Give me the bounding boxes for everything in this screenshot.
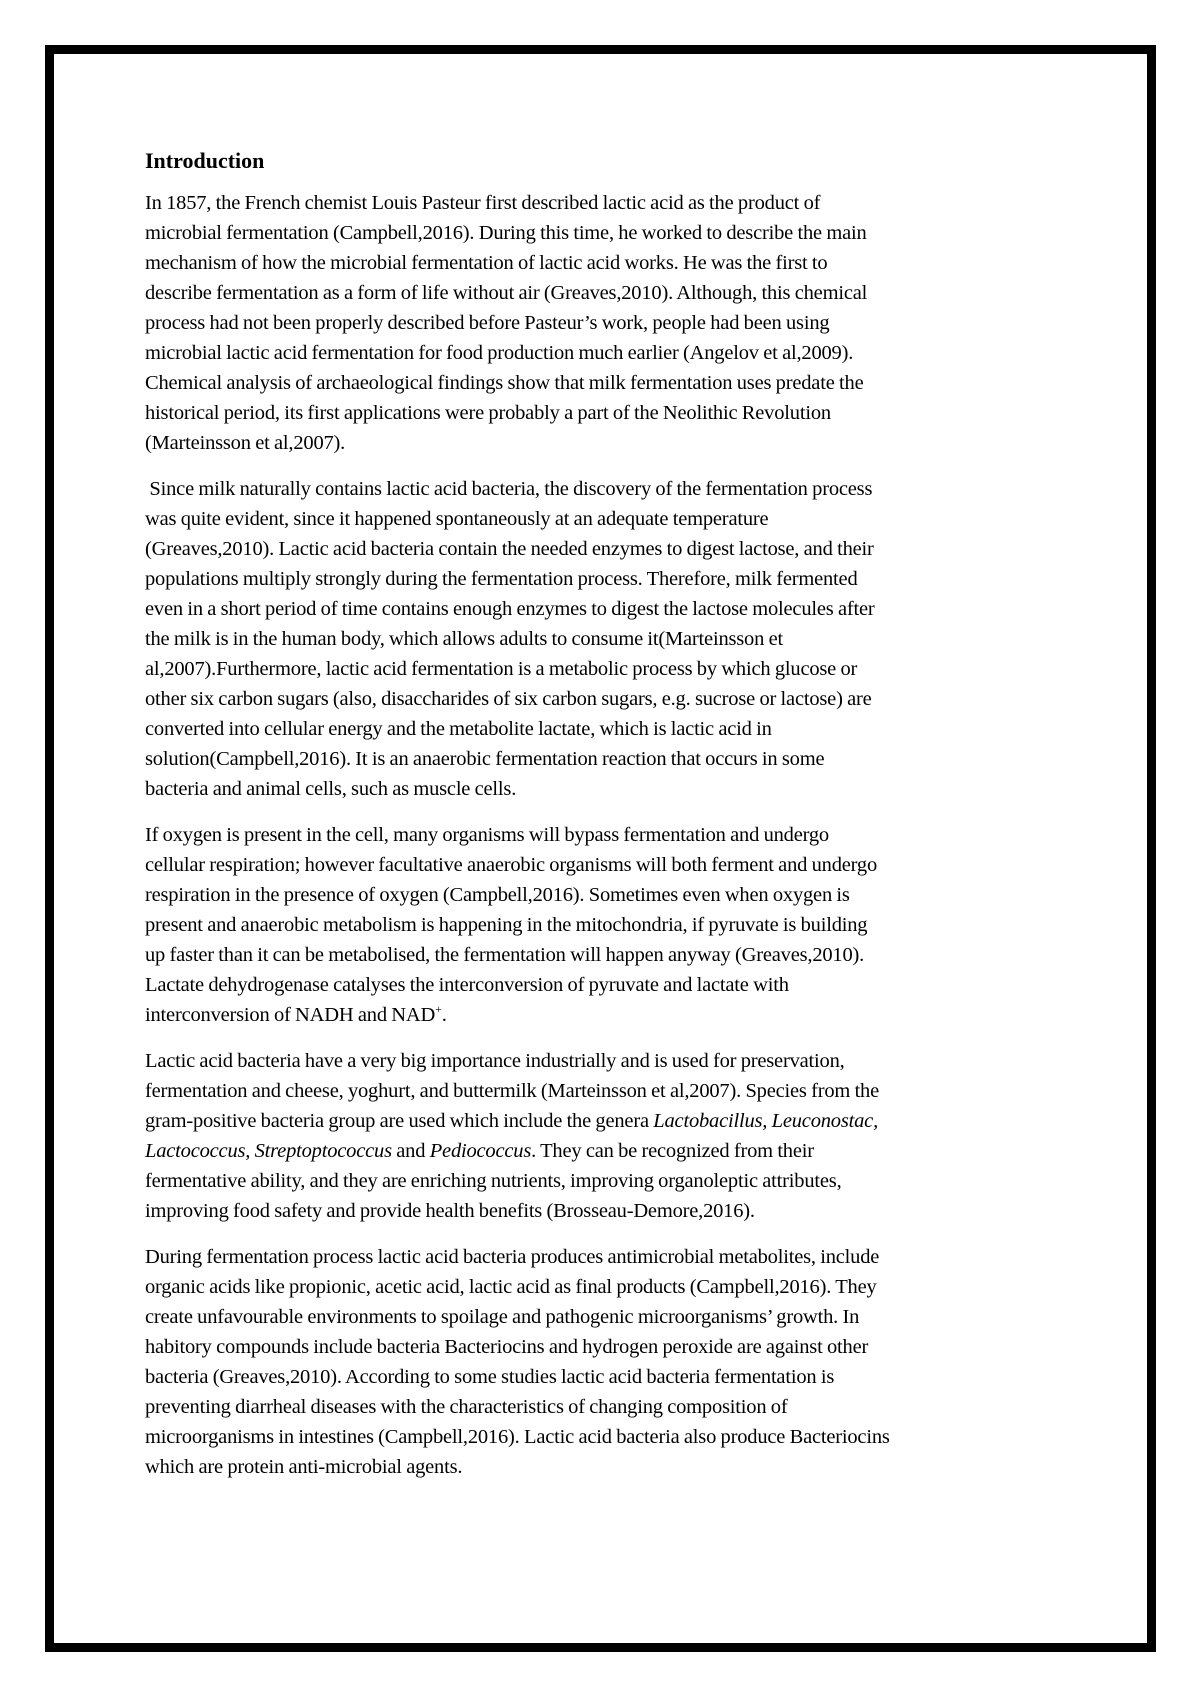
text-line: process had not been properly described before Pasteur’s work, people had been using — [145, 312, 830, 334]
text-line: improving food safety and provide health benefits (Brosseau-Demore,2016). — [145, 1200, 755, 1222]
text-line: fermentative ability, and they are enriching nutrients, improving organoleptic attributes, — [145, 1170, 842, 1192]
text-line: create unfavourable environments to spoilage and pathogenic microorganisms’ growth. In — [145, 1306, 860, 1328]
text-line: organic acids like propionic, acetic acid, lactic acid as final products (Campbell,2016). They — [145, 1276, 877, 1298]
text-line: (Marteinsson et al,2007). — [145, 432, 346, 454]
text-line: microbial fermentation (Campbell,2016). During this time, he worked to describe the main — [145, 222, 867, 244]
text-line: populations multiply strongly during the fermentation process. Therefore, milk fermented — [145, 568, 858, 590]
text-fragment: interconversion of NADH and NAD — [145, 1004, 436, 1026]
text-line: Since milk naturally contains lactic acid bacteria, the discovery of the fermentation process — [145, 478, 873, 500]
text-line: was quite evident, since it happened spontaneously at an adequate temperature — [145, 508, 769, 530]
genus-names: Pediococcus — [429, 1140, 532, 1162]
superscript: + — [435, 1002, 442, 1017]
paragraph-1 — [145, 188, 1065, 458]
text-line: historical period, its first applications were probably a part of the Neolithic Revolution — [145, 402, 831, 424]
text-line — [145, 1136, 1065, 1166]
text-line: Lactate dehydrogenase catalyses the interconversion of pyruvate and lactate with — [145, 974, 789, 996]
text-line: Chemical analysis of archaeological findings show that milk fermentation uses predate the — [145, 372, 864, 394]
section-heading: Introduction — [145, 148, 265, 173]
text-line: microbial lactic acid fermentation for food production much earlier (Angelov et al,2009). — [145, 342, 854, 364]
text-line: respiration in the presence of oxygen (Campbell,2016). Sometimes even when oxygen is — [145, 884, 850, 906]
text-line: cellular respiration; however facultative anaerobic organisms will both ferment and undergo — [145, 854, 878, 876]
text-line: al,2007).Furthermore, lactic acid fermentation is a metabolic process by which glucose or — [145, 658, 858, 680]
text-line: present and anaerobic metabolism is happening in the mitochondria, if pyruvate is building — [145, 914, 868, 936]
text-line — [145, 1106, 1065, 1136]
text-line: Lactic acid bacteria have a very big importance industrially and is used for preservation, — [145, 1050, 845, 1072]
text-line: bacteria (Greaves,2010). According to some studies lactic acid bacteria fermentation is — [145, 1366, 835, 1388]
genus-names: Lactococcus, Streptoptococcus — [145, 1140, 392, 1162]
genus-names: Lactobacillus, Leuconostac, — [653, 1110, 879, 1132]
text-line: converted into cellular energy and the metabolite lactate, which is lactic acid in — [145, 718, 772, 740]
text-line: If oxygen is present in the cell, many organisms will bypass fermentation and undergo — [145, 824, 829, 846]
text-line: mechanism of how the microbial fermentation of lactic acid works. He was the first to — [145, 252, 828, 274]
text-line: During fermentation process lactic acid bacteria produces antimicrobial metabolites, include — [145, 1246, 880, 1268]
paragraph-3 — [145, 820, 1065, 1030]
text-line: up faster than it can be metabolised, the fermentation will happen anyway (Greaves,2010). — [145, 944, 865, 966]
text-fragment: gram-positive bacteria group are used which include the genera — [145, 1110, 654, 1132]
text-fragment: . They can be recognized from their — [531, 1140, 814, 1162]
paragraph-5 — [145, 1242, 1065, 1482]
paragraph-4 — [145, 1046, 1065, 1226]
text-line: even in a short period of time contains enough enzymes to digest the lactose molecules after — [145, 598, 875, 620]
text-line: the milk is in the human body, which allows adults to consume it(Marteinsson et — [145, 628, 783, 650]
text-fragment: . — [441, 1004, 447, 1026]
text-line: describe fermentation as a form of life without air (Greaves,2010). Although, this chemical — [145, 282, 868, 304]
document-body — [145, 146, 1065, 1498]
paragraph-2 — [145, 474, 1065, 804]
text-line: solution(Campbell,2016). It is an anaerobic fermentation reaction that occurs in some — [145, 748, 825, 770]
text-line: (Greaves,2010). Lactic acid bacteria contain the needed enzymes to digest lactose, and their — [145, 538, 874, 560]
text-line: other six carbon sugars (also, disaccharides of six carbon sugars, e.g. sucrose or lactose) are — [145, 688, 872, 710]
text-line: which are protein anti-microbial agents. — [145, 1456, 463, 1478]
text-line: bacteria and animal cells, such as muscle cells. — [145, 778, 517, 800]
text-line — [145, 1000, 1065, 1030]
text-line: fermentation and cheese, yoghurt, and buttermilk (Marteinsson et al,2007). Species from the — [145, 1080, 880, 1102]
text-line: In 1857, the French chemist Louis Pasteur first described lactic acid as the product of — [145, 192, 821, 214]
text-line: habitory compounds include bacteria Bacteriocins and hydrogen peroxide are against other — [145, 1336, 869, 1358]
text-line: microorganisms in intestines (Campbell,2016). Lactic acid bacteria also produce Bacteriocins — [145, 1426, 890, 1448]
text-fragment: and — [391, 1140, 430, 1162]
text-line: preventing diarrheal diseases with the characteristics of changing composition of — [145, 1396, 788, 1418]
